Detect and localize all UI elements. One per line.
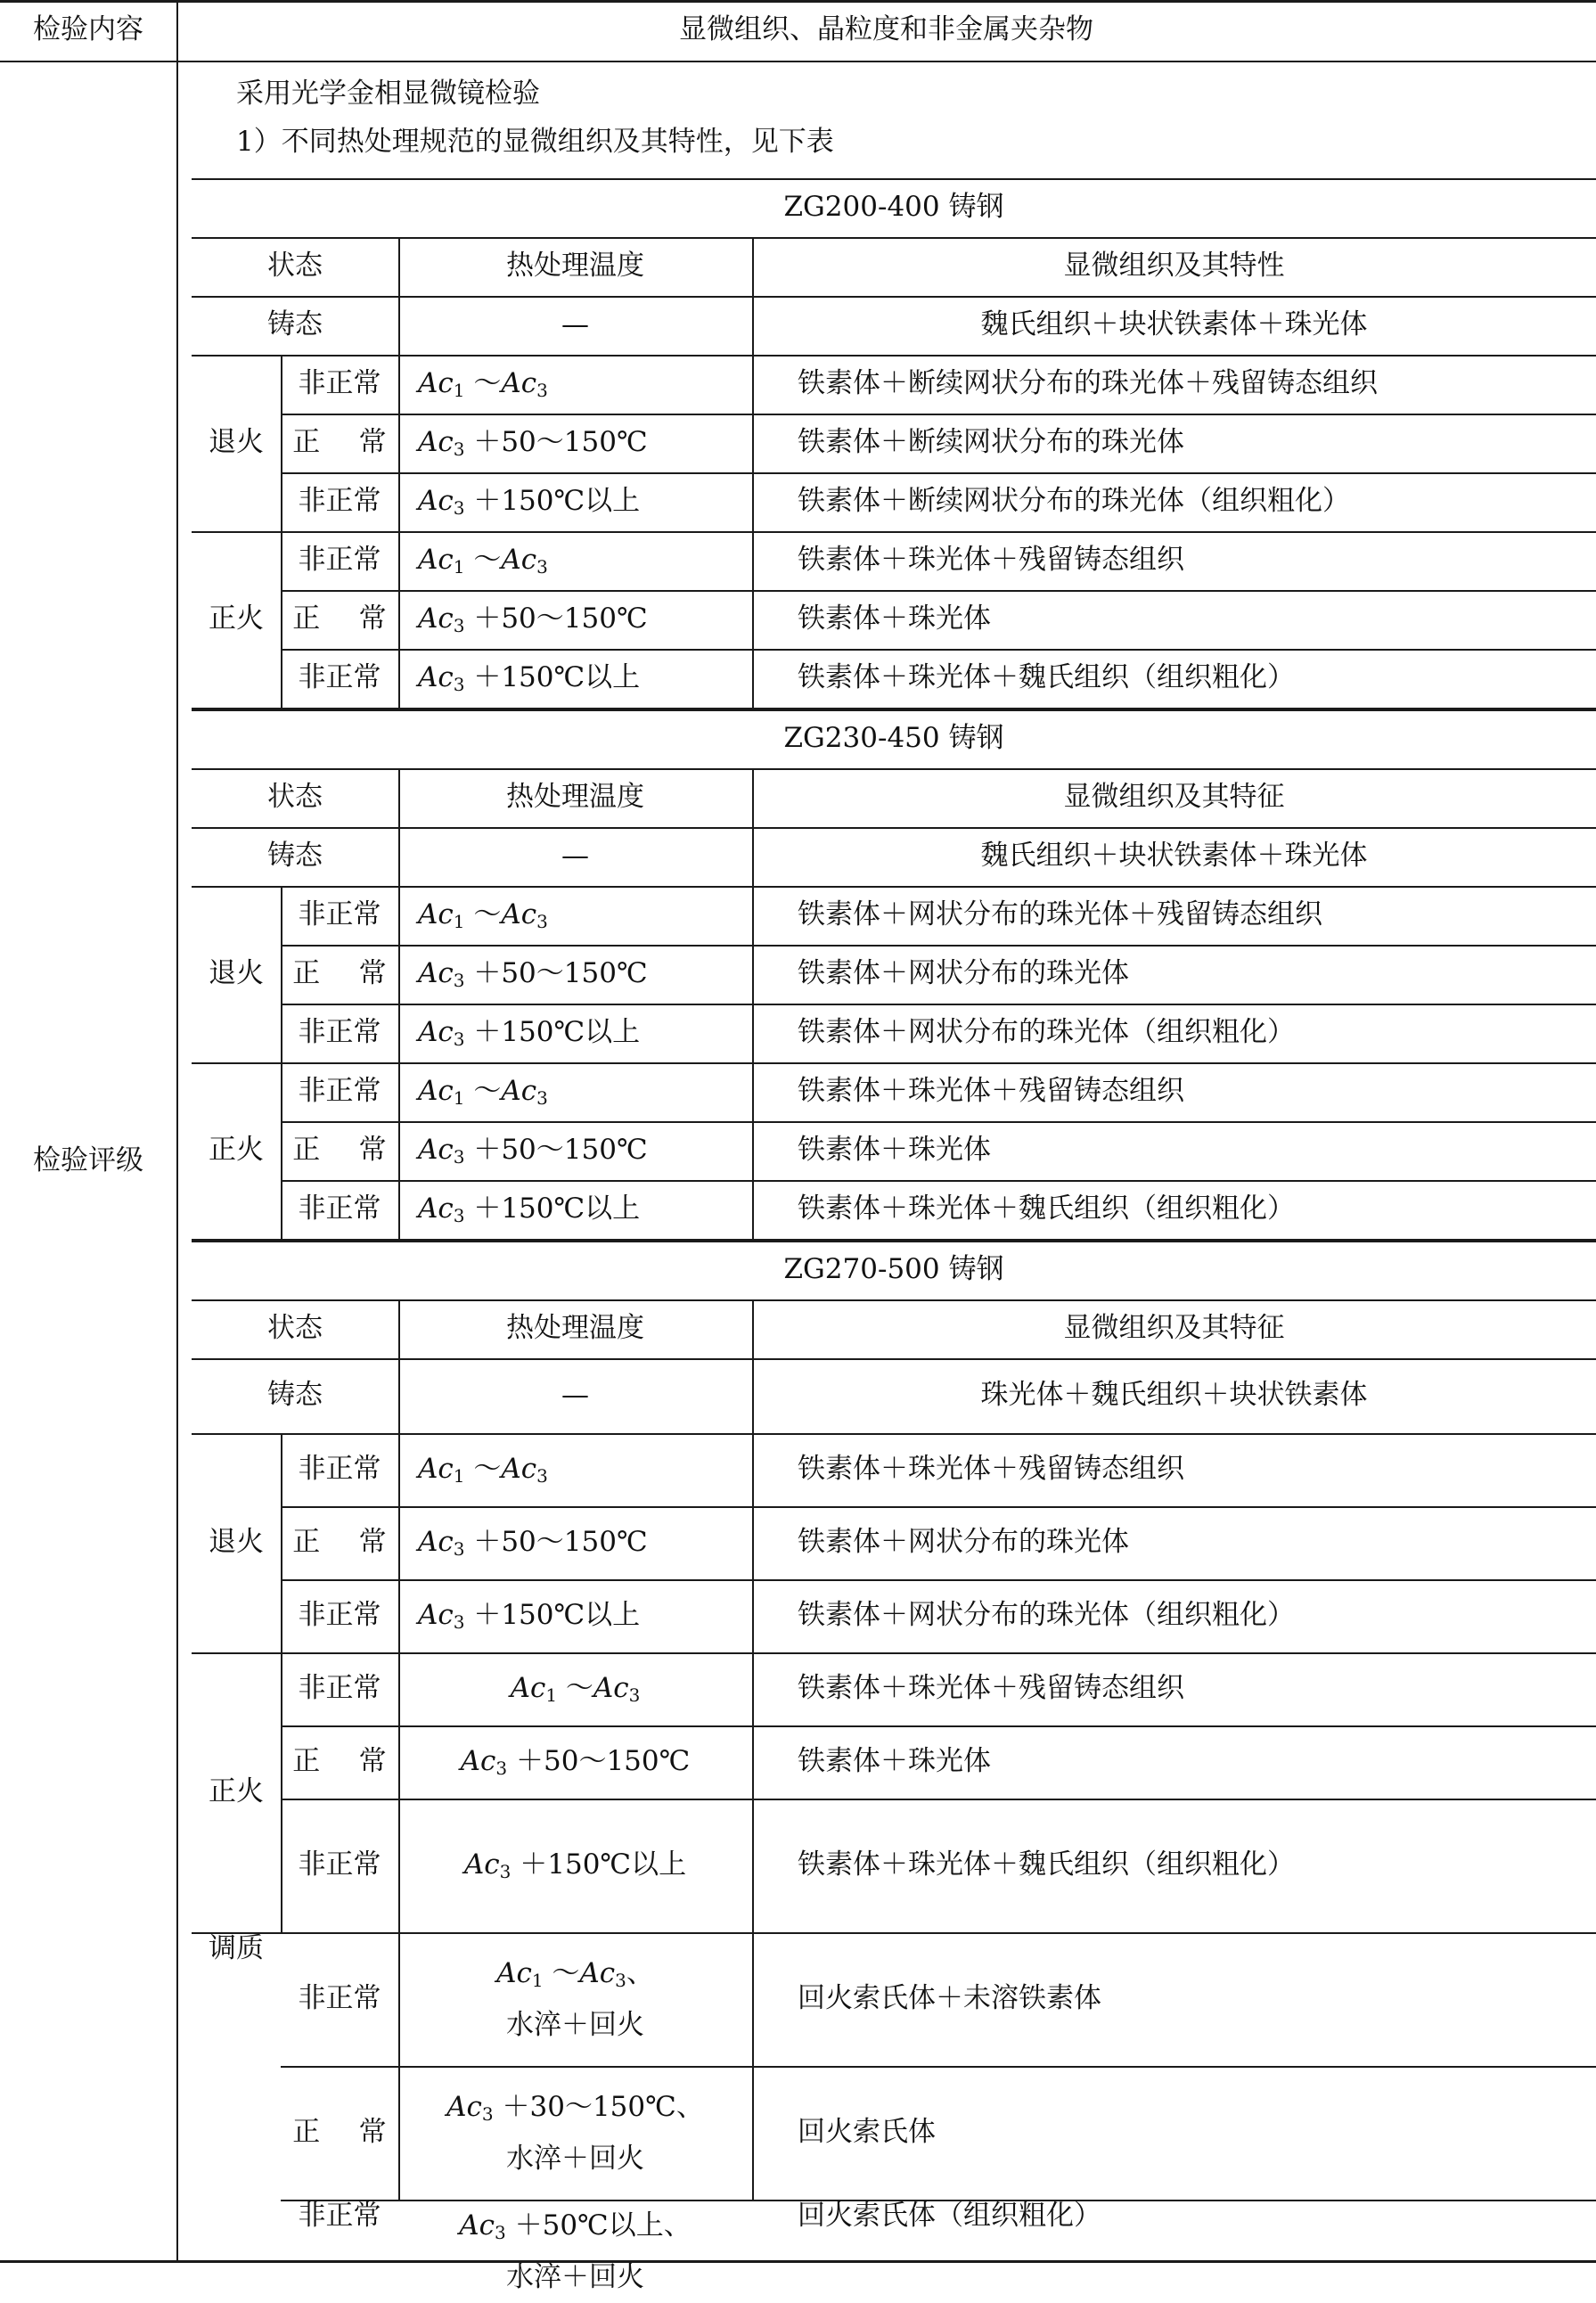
temperature-symbol: Ac — [496, 1957, 532, 1989]
temperature-subscript: 3 — [536, 380, 548, 402]
microstructure-description: 铁素体＋珠光体＋残留铸态组织 — [798, 544, 1184, 577]
cast-state: 铸态 — [267, 840, 323, 873]
table-rule-vertical — [752, 531, 754, 590]
table-rule-vertical — [398, 531, 400, 590]
treatment-temperature — [398, 1932, 752, 2066]
temperature-symbol: Ac — [418, 1016, 454, 1049]
microstructure-description: 铁素体＋珠光体＋魏氏组织（组织粗化） — [798, 661, 1295, 694]
temperature-subscript: 1 — [453, 380, 465, 402]
treatment-state-text: 非正常 — [298, 1453, 381, 1486]
treatment-state-text: 非正常 — [298, 544, 381, 577]
temperature-range: ＋150℃以上 — [464, 485, 641, 518]
microstructure-description: 铁素体＋网状分布的珠光体＋残留铸态组织 — [798, 898, 1322, 931]
table-rule-vertical — [281, 1062, 282, 1239]
table-rule-vertical — [281, 531, 282, 708]
temperature-subscript: 3 — [536, 911, 548, 933]
treatment-state-text: 非正常 — [298, 661, 381, 694]
table-rule-vertical — [176, 0, 178, 2262]
table-rule-vertical — [752, 414, 754, 472]
treatment-state — [281, 1004, 398, 1062]
table-rule-vertical — [281, 1652, 282, 1932]
temperature-subscript: 3 — [453, 438, 465, 461]
table-rule-horizontal — [192, 0, 1596, 2]
cast-temperature: — — [561, 1379, 589, 1412]
microstructure-description: 回火索氏体（组织粗化） — [798, 2200, 1101, 2232]
treatment-temperature — [398, 1506, 752, 1579]
temperature-range: ＋30～150℃ — [493, 2091, 676, 2123]
table-rule-vertical — [398, 2066, 400, 2200]
microstructure-description: 铁素体＋网状分布的珠光体 — [798, 1526, 1129, 1559]
temperature-separator: 、 — [675, 2091, 704, 2123]
temperature-symbol: Ac — [418, 602, 454, 635]
microstructure-description: 铁素体＋网状分布的珠光体（组织粗化） — [798, 1599, 1295, 1632]
column-header-state: 状态 — [267, 250, 323, 283]
treatment-state-text: 非正常 — [298, 1848, 381, 1881]
treatment-temperature — [398, 1579, 752, 1652]
temperature-symbol: Ac — [418, 1453, 454, 1486]
treatment-temperature — [398, 1433, 752, 1506]
temperature-symbol: Ac — [463, 1848, 500, 1881]
treatment-group-name: 调质 — [209, 1932, 264, 1964]
temperature-subscript: 3 — [615, 1970, 626, 1991]
table-rule-vertical — [398, 1725, 400, 1799]
treatment-state — [281, 2200, 398, 2233]
microstructure-description: 回火索氏体＋未溶铁素体 — [798, 1982, 1101, 2015]
temperature-symbol: Ac — [418, 661, 454, 694]
temperature-subscript: 3 — [536, 1087, 548, 1110]
treatment-temperature — [398, 886, 752, 945]
temperature-expression — [418, 544, 548, 577]
treatment-temperature — [398, 2066, 752, 2200]
table-rule-vertical — [398, 1579, 400, 1652]
table-rule-vertical — [398, 827, 400, 886]
treatment-state — [281, 1932, 398, 2066]
temperature-range: ＋150℃以上 — [464, 1016, 641, 1049]
microstructure-description: 铁素体＋断续网状分布的珠光体 — [798, 426, 1184, 459]
temperature-range: ～Ac — [464, 898, 537, 931]
intro-line-2: 1）不同热处理规范的显微组织及其特性，见下表 — [236, 126, 834, 158]
treatment-temperature — [398, 414, 752, 472]
temperature-expression — [418, 1453, 548, 1486]
table-rule-vertical — [398, 472, 400, 531]
table-rule-vertical — [281, 886, 282, 1062]
treatment-state-text: 非正常 — [298, 1599, 381, 1632]
temperature-range: ＋150℃以上 — [464, 661, 641, 694]
treatment-temperature — [398, 1121, 752, 1180]
table-rule-vertical — [398, 1062, 400, 1121]
treatment-state-text: 正常 — [292, 2116, 426, 2149]
temperature-expression — [418, 1599, 640, 1632]
table-rule-vertical — [281, 1433, 282, 1652]
treatment-state-text: 非正常 — [298, 367, 381, 400]
temperature-subscript: 3 — [453, 1611, 465, 1634]
microstructure-description: 铁素体＋珠光体＋残留铸态组织 — [798, 1453, 1184, 1486]
temperature-subscript: 3 — [453, 1146, 465, 1168]
temperature-symbol: Ac — [501, 898, 537, 931]
column-header-temperature: 热处理温度 — [506, 781, 644, 814]
table-rule-vertical — [752, 1121, 754, 1180]
treatment-state — [281, 1799, 398, 1932]
table-rule-vertical — [752, 237, 754, 296]
temperature-symbol: Ac — [459, 2209, 495, 2242]
treatment-state-text: 正常 — [292, 957, 426, 990]
treatment-state-text: 正常 — [292, 1745, 426, 1778]
treatment-state — [281, 355, 398, 414]
temperature-range: ＋50～150℃ — [464, 1134, 648, 1167]
treatment-state — [281, 2066, 426, 2200]
temperature-range: ～Ac — [464, 1453, 537, 1486]
temperature-subscript: 1 — [545, 1684, 558, 1707]
treatment-state — [281, 1121, 426, 1180]
temperature-subscript: 3 — [481, 2103, 494, 2125]
treatment-state-text: 非正常 — [298, 1672, 381, 1705]
table-rule-vertical — [752, 355, 754, 414]
temperature-symbol: Ac — [593, 1672, 629, 1705]
treatment-state — [281, 1579, 398, 1652]
temperature-expression — [418, 957, 648, 990]
treatment-state — [281, 945, 426, 1004]
table-rule-vertical — [752, 1652, 754, 1725]
table-rule-vertical — [752, 1433, 754, 1506]
table-rule-vertical — [752, 1062, 754, 1121]
treatment-state — [281, 531, 398, 590]
temperature-expression — [459, 2200, 691, 2251]
temperature-subscript: 1 — [453, 1087, 465, 1110]
treatment-state-text: 非正常 — [298, 898, 381, 931]
section-title: ZG200-400 铸钢 — [783, 191, 1004, 224]
temperature-symbol: Ac — [501, 367, 537, 400]
temperature-process: 水淬＋回火 — [506, 2009, 644, 2041]
temperature-symbol: Ac — [418, 367, 454, 400]
temperature-expression — [418, 1016, 640, 1049]
microstructure-description: 铁素体＋珠光体 — [798, 1134, 991, 1167]
table-rule-vertical — [398, 1358, 400, 1433]
table-rule-vertical — [752, 1932, 754, 2066]
treatment-group-name: 正火 — [209, 1775, 264, 1808]
temperature-range: ＋50～150℃ — [464, 426, 648, 459]
temperature-subscript: 1 — [531, 1970, 544, 1991]
temperature-symbol: Ac — [418, 1192, 454, 1225]
temperature-subscript: 3 — [453, 1029, 465, 1051]
microstructure-description: 铁素体＋珠光体＋魏氏组织（组织粗化） — [798, 1192, 1295, 1225]
treatment-temperature — [398, 2200, 752, 2303]
temperature-range: ～Ac — [464, 544, 537, 577]
table-rule-vertical — [398, 296, 400, 355]
temperature-expression — [418, 1192, 640, 1225]
table-rule-vertical — [398, 886, 400, 945]
treatment-temperature — [398, 355, 752, 414]
row-label-inspection-rating: 检验评级 — [33, 1144, 143, 1177]
treatment-state — [281, 414, 426, 472]
table-rule-vertical — [398, 1433, 400, 1506]
table-rule-vertical — [752, 768, 754, 827]
temperature-subscript: 3 — [495, 2222, 506, 2243]
treatment-temperature — [398, 1004, 752, 1062]
temperature-range: ＋50～150℃ — [464, 602, 648, 635]
temperature-subscript: 1 — [453, 556, 465, 578]
temperature-expression — [446, 2081, 704, 2133]
treatment-state-text: 正常 — [292, 1134, 426, 1167]
treatment-group-name: 退火 — [209, 957, 264, 990]
table-rule-vertical — [398, 1004, 400, 1062]
table-rule-vertical — [752, 1358, 754, 1433]
temperature-expression — [418, 661, 640, 694]
temperature-symbol: Ac — [418, 957, 454, 990]
cast-temperature: — — [561, 308, 589, 341]
treatment-state — [281, 1062, 398, 1121]
microstructure-description: 铁素体＋网状分布的珠光体 — [798, 957, 1129, 990]
temperature-range: ＋50～150℃ — [464, 957, 648, 990]
table-rule-vertical — [398, 1799, 400, 1932]
table-rule-vertical — [398, 590, 400, 649]
microstructure-description: 铁素体＋珠光体 — [798, 602, 991, 635]
microstructure-description: 铁素体＋网状分布的珠光体（组织粗化） — [798, 1016, 1295, 1049]
temperature-subscript: 3 — [499, 1861, 512, 1883]
temperature-expression — [418, 1526, 648, 1559]
table-rule-vertical — [398, 649, 400, 708]
temperature-subscript: 1 — [453, 1465, 465, 1488]
column-header-temperature: 热处理温度 — [506, 250, 644, 283]
section-title: ZG230-450 铸钢 — [783, 722, 1004, 755]
microstructure-description: 铁素体＋珠光体＋残留铸态组织 — [798, 1672, 1184, 1705]
temperature-symbol: Ac — [418, 1075, 454, 1108]
temperature-process: 水淬＋回火 — [506, 2261, 644, 2293]
treatment-state — [281, 886, 398, 945]
temperature-separator: 、 — [663, 2209, 692, 2242]
table-rule-vertical — [398, 1180, 400, 1239]
table-rule-vertical — [752, 1004, 754, 1062]
column-header-microstructure: 显微组织及其特征 — [1063, 1312, 1285, 1345]
treatment-temperature — [398, 1799, 752, 1932]
table-rule-vertical — [398, 355, 400, 414]
treatment-temperature — [398, 1725, 752, 1799]
temperature-symbol: Ac — [460, 1745, 496, 1778]
temperature-subscript: 3 — [536, 556, 548, 578]
table-rule-vertical — [752, 1579, 754, 1652]
microstructure-description: 铁素体＋珠光体 — [798, 1745, 991, 1778]
temperature-symbol: Ac — [501, 544, 537, 577]
cast-microstructure: 魏氏组织＋块状铁素体＋珠光体 — [980, 308, 1368, 341]
temperature-subscript: 3 — [453, 615, 465, 637]
treatment-state — [281, 1652, 398, 1725]
temperature-range: ＋50～150℃ — [464, 1526, 648, 1559]
table-rule-vertical — [752, 296, 754, 355]
temperature-subscript: 3 — [453, 497, 465, 520]
treatment-state-text: 非正常 — [298, 1016, 381, 1049]
temperature-range: ～Ac — [464, 367, 537, 400]
temperature-expression — [418, 1134, 648, 1167]
header-content-title: 显微组织、晶粒度和非金属夹杂物 — [679, 13, 1093, 46]
temperature-expression — [496, 1947, 654, 1999]
temperature-subscript: 1 — [453, 911, 465, 933]
treatment-group-name: 正火 — [209, 602, 264, 635]
column-header-temperature: 热处理温度 — [506, 1312, 644, 1345]
temperature-symbol: Ac — [418, 898, 454, 931]
table-rule-vertical — [398, 1652, 400, 1725]
table-rule-vertical — [398, 1506, 400, 1579]
table-rule-vertical — [752, 827, 754, 886]
treatment-state-text: 非正常 — [298, 2200, 381, 2232]
temperature-symbol: Ac — [510, 1672, 546, 1705]
temperature-expression — [461, 1745, 691, 1778]
temperature-subscript: 3 — [453, 970, 465, 992]
table-rule-vertical — [398, 1121, 400, 1180]
table-rule-horizontal — [0, 61, 1596, 62]
temperature-process: 水淬＋回火 — [506, 2143, 644, 2175]
microstructure-description: 回火索氏体 — [798, 2116, 936, 2149]
temperature-range: ＋50℃以上 — [505, 2209, 664, 2242]
temperature-expression — [418, 426, 648, 459]
table-rule-vertical — [752, 1506, 754, 1579]
treatment-state — [281, 1433, 398, 1506]
temperature-range: ～Ac — [464, 1075, 537, 1108]
treatment-state-text: 非正常 — [298, 1982, 381, 2015]
cast-state: 铸态 — [267, 1379, 323, 1412]
treatment-group-name: 退火 — [209, 426, 264, 459]
temperature-range: ＋150℃以上 — [464, 1599, 641, 1632]
temperature-symbol: Ac — [501, 1075, 537, 1108]
treatment-state-text: 正常 — [292, 426, 426, 459]
treatment-state — [281, 1180, 398, 1239]
temperature-range: ＋150℃以上 — [511, 1848, 687, 1881]
temperature-subscript: 3 — [628, 1684, 641, 1707]
temperature-symbol: Ac — [446, 2091, 482, 2123]
table-rule-vertical — [752, 2066, 754, 2200]
column-header-microstructure: 显微组织及其特性 — [1063, 250, 1285, 283]
table-rule-vertical — [398, 945, 400, 1004]
treatment-group-name: 退火 — [209, 1526, 264, 1559]
header-content-label: 检验内容 — [33, 13, 143, 46]
temperature-expression — [418, 898, 548, 931]
table-rule-vertical — [398, 237, 400, 296]
temperature-symbol: Ac — [501, 1453, 537, 1486]
table-rule-vertical — [752, 1299, 754, 1358]
microstructure-description: 铁素体＋断续网状分布的珠光体（组织粗化） — [798, 485, 1350, 518]
temperature-expression — [511, 1672, 641, 1705]
treatment-state — [281, 1725, 426, 1799]
section-title: ZG270-500 铸钢 — [783, 1253, 1004, 1286]
column-header-microstructure: 显微组织及其特征 — [1063, 781, 1285, 814]
treatment-temperature — [398, 945, 752, 1004]
temperature-symbol: Ac — [418, 1599, 454, 1632]
temperature-subscript: 3 — [495, 1758, 508, 1780]
microstructure-description: 铁素体＋断续网状分布的珠光体＋残留铸态组织 — [798, 367, 1378, 400]
temperature-symbol: Ac — [418, 485, 454, 518]
table-rule-vertical — [752, 649, 754, 708]
temperature-separator: 、 — [626, 1957, 654, 1989]
intro-line-1: 采用光学金相显微镜检验 — [236, 78, 540, 110]
treatment-state-text: 非正常 — [298, 1192, 381, 1225]
temperature-subscript: 3 — [453, 1205, 465, 1227]
temperature-subscript: 3 — [453, 1538, 465, 1561]
temperature-expression — [418, 367, 548, 400]
table-rule-vertical — [752, 472, 754, 531]
column-header-state: 状态 — [267, 1312, 323, 1345]
table-rule-vertical — [752, 1180, 754, 1239]
table-rule-vertical — [398, 768, 400, 827]
temperature-symbol: Ac — [418, 426, 454, 459]
table-rule-vertical — [752, 945, 754, 1004]
column-header-state: 状态 — [267, 781, 323, 814]
treatment-temperature — [398, 531, 752, 590]
table-rule-vertical — [398, 1932, 400, 2066]
table-rule-vertical — [398, 414, 400, 472]
cast-microstructure: 魏氏组织＋块状铁素体＋珠光体 — [980, 840, 1368, 873]
treatment-temperature — [398, 649, 752, 708]
treatment-state — [281, 590, 426, 649]
table-rule-vertical — [752, 886, 754, 945]
treatment-state-text: 正常 — [292, 1526, 426, 1559]
temperature-subscript: 3 — [536, 1465, 548, 1488]
treatment-state — [281, 472, 398, 531]
table-rule-vertical — [398, 1299, 400, 1358]
microstructure-description: 铁素体＋珠光体＋魏氏组织（组织粗化） — [798, 1848, 1295, 1881]
treatment-temperature — [398, 1062, 752, 1121]
microstructure-description: 铁素体＋珠光体＋残留铸态组织 — [798, 1075, 1184, 1108]
temperature-range: ～Ac — [543, 1957, 616, 1989]
treatment-state — [281, 1506, 426, 1579]
temperature-range: ～Ac — [557, 1672, 629, 1705]
cast-microstructure: 珠光体＋魏氏组织＋块状铁素体 — [980, 1379, 1368, 1412]
treatment-temperature — [398, 472, 752, 531]
treatment-temperature — [398, 590, 752, 649]
treatment-temperature — [398, 1180, 752, 1239]
temperature-symbol: Ac — [418, 1526, 454, 1559]
temperature-symbol: Ac — [418, 544, 454, 577]
cast-temperature: — — [561, 840, 589, 873]
treatment-group-name: 正火 — [209, 1134, 264, 1167]
table-rule-vertical — [752, 590, 754, 649]
treatment-temperature — [398, 1652, 752, 1725]
treatment-state-text: 非正常 — [298, 485, 381, 518]
temperature-expression — [418, 1075, 548, 1108]
temperature-expression — [418, 602, 648, 635]
temperature-expression — [464, 1848, 686, 1881]
treatment-state-text: 非正常 — [298, 1075, 381, 1108]
table-rule-vertical — [281, 355, 282, 531]
temperature-subscript: 3 — [453, 674, 465, 696]
cast-state: 铸态 — [267, 308, 323, 341]
temperature-symbol: Ac — [418, 1134, 454, 1167]
table-rule-vertical — [752, 1799, 754, 1932]
table-rule-vertical — [752, 1725, 754, 1799]
treatment-state-text: 正常 — [292, 602, 426, 635]
treatment-state — [281, 649, 398, 708]
temperature-symbol: Ac — [579, 1957, 616, 1989]
temperature-expression — [418, 485, 640, 518]
temperature-range: ＋50～150℃ — [507, 1745, 691, 1778]
temperature-range: ＋150℃以上 — [464, 1192, 641, 1225]
